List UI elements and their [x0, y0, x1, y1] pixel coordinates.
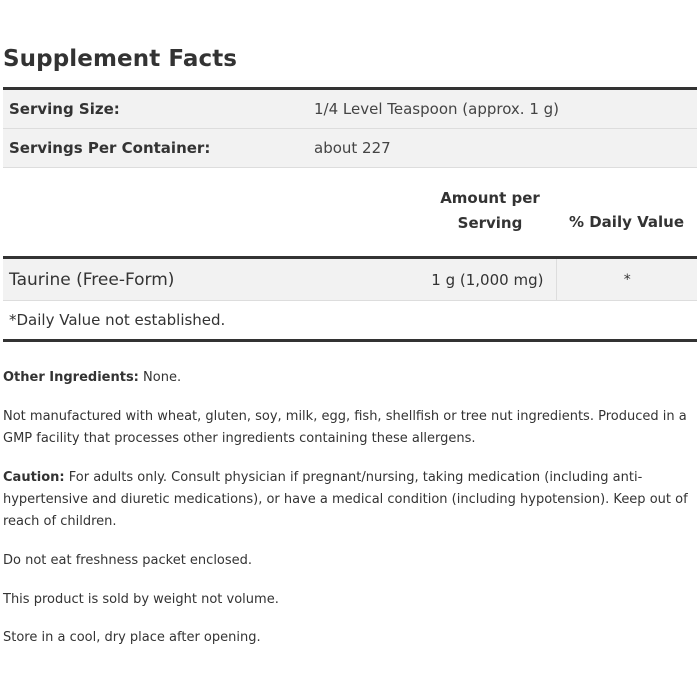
other-ingredients-value: None.	[138, 370, 182, 385]
table-row	[3, 259, 697, 301]
daily-value-footnote: *Daily Value not established.	[3, 301, 697, 342]
servings-per-container-row	[3, 129, 697, 168]
header-spacer	[3, 168, 424, 256]
nutrient-name: Taurine (Free-Form)	[9, 269, 175, 290]
freshness-statement: Do not eat freshness packet enclosed.	[3, 553, 253, 568]
serving-size-value: 1/4 Level Teaspoon (approx. 1 g)	[314, 100, 560, 118]
storage-statement: Store in a cool, dry place after opening.	[3, 630, 261, 645]
serving-size-label: Serving Size:	[9, 100, 120, 118]
supplement-facts-table	[3, 87, 697, 342]
serving-info	[3, 87, 697, 168]
serving-size-row	[3, 90, 697, 129]
weight-statement: This product is sold by weight not volume.	[3, 592, 279, 607]
amount-header-line1: Amount per	[440, 189, 540, 207]
daily-value-header: % Daily Value	[568, 213, 684, 231]
other-ingredients	[3, 367, 693, 389]
amount-header-line2: Serving	[457, 214, 523, 232]
caution-label: Caution:	[3, 470, 65, 485]
other-ingredients-label: Other Ingredients:	[3, 370, 139, 385]
caution-value: For adults only. Consult physician if pregnant/nursing, taking medication (including anti-hypertensive and diuretic medications), or have a medical condition (including hypotension). Keep out of reach of children.	[3, 470, 688, 529]
table-header	[3, 168, 697, 259]
nutrient-amount: 1 g (1,000 mg)	[431, 270, 544, 289]
servings-per-container-label: Servings Per Container:	[9, 139, 211, 157]
page-title: Supplement Facts	[3, 46, 238, 72]
servings-per-container-value: about 227	[314, 139, 391, 157]
nutrient-daily-value: *	[556, 259, 697, 300]
caution-statement	[3, 467, 693, 533]
amount-per-serving-header	[424, 168, 556, 256]
allergen-statement: Not manufactured with wheat, gluten, soy, milk, egg, fish, shellfish or tree nut ingredients. Produced in a GMP facility that processes other ingredients containing these allergens.	[3, 409, 687, 446]
